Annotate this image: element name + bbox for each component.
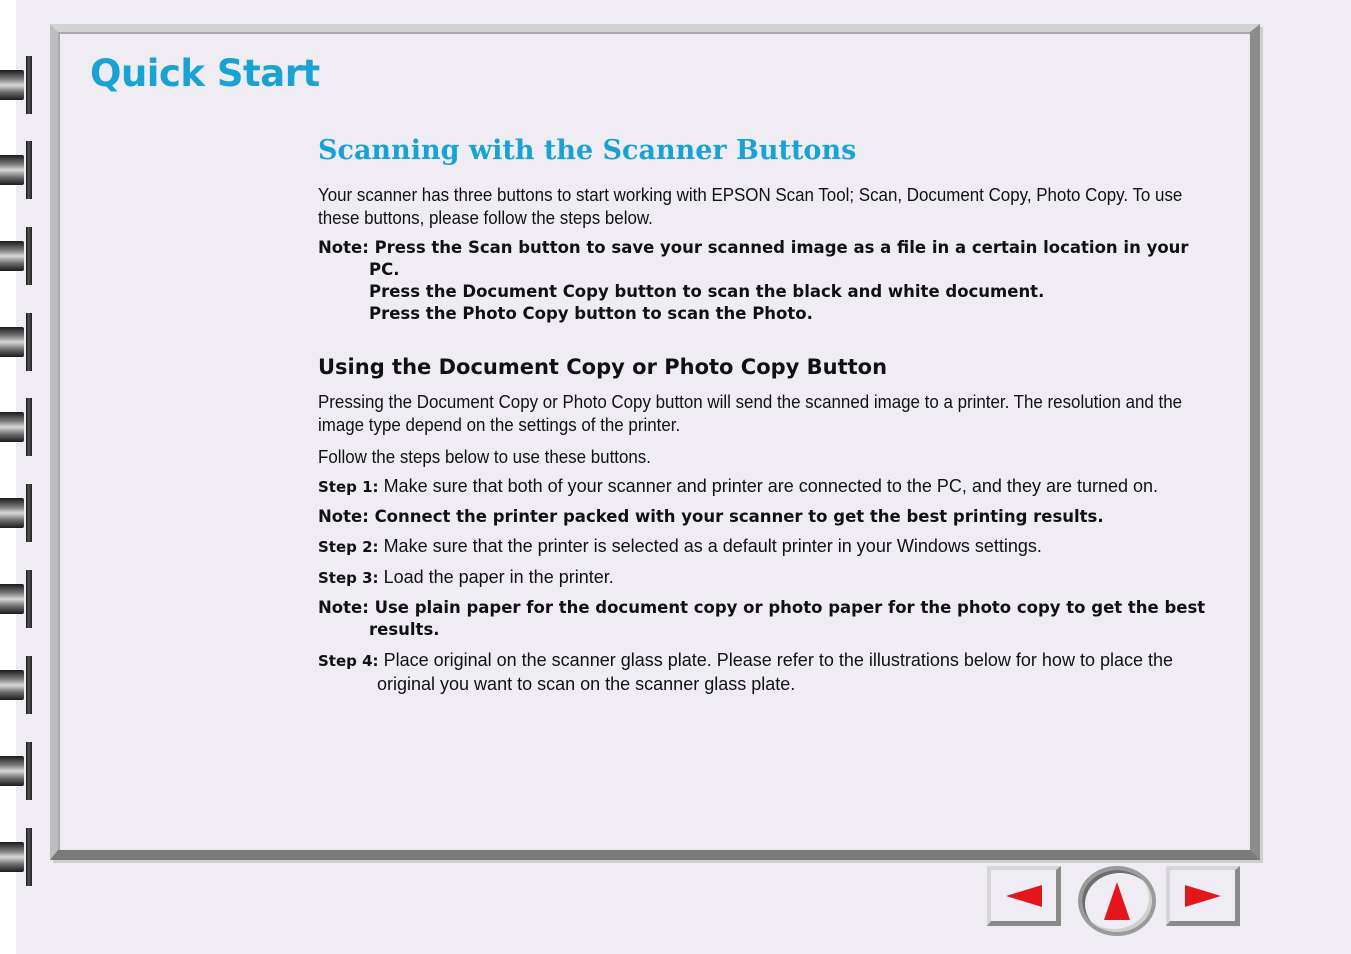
binder-ring (0, 742, 34, 800)
step-label: Step 2: (318, 538, 379, 556)
step-2 (318, 535, 1223, 559)
subsection-title: Using the Document Copy or Photo Copy Button (318, 355, 888, 379)
step-3 (318, 566, 1223, 590)
section-title: Scanning with the Scanner Buttons (318, 135, 857, 166)
binder-ring (0, 56, 34, 114)
step-1 (318, 475, 1223, 499)
note-text: Use plain paper for the document copy or photo paper for the photo copy to get the best results. (369, 598, 1206, 639)
note-text-1: Press the Scan button to save your scanned image as a file in a certain location in your PC. (369, 238, 1189, 279)
binder-ring (0, 570, 34, 628)
copy-button-paragraph: Pressing the Document Copy or Photo Copy button will send the scanned image to a printer. The resolution and the image type depend on the settings of the printer. (318, 392, 1183, 435)
step-label: Step 4: (318, 652, 379, 670)
step-label: Step 3: (318, 569, 379, 587)
note-text-3: Press the Photo Copy button to scan the Photo. (369, 304, 813, 323)
note-text: Connect the printer packed with your scanner to get the best printing results. (374, 507, 1104, 526)
binder-ring (0, 227, 34, 285)
note-printer (318, 506, 1223, 528)
note-line-1 (318, 237, 1223, 281)
binder-ring (0, 141, 34, 199)
note-label: Note: (318, 238, 369, 257)
binder-ring (0, 398, 34, 456)
step-label: Step 1: (318, 478, 379, 496)
step-text: Place original on the scanner glass plate. Please refer to the illustrations below for how to place the original you want to scan on the scanner glass plate. (377, 650, 1174, 694)
left-arrow-icon (1006, 885, 1042, 907)
step-4 (318, 649, 1223, 696)
note-paper (318, 597, 1223, 641)
next-page-button[interactable] (1166, 866, 1240, 926)
step-text: Make sure that the printer is selected as a default printer in your Windows settings. (383, 536, 1042, 556)
intro-paragraph: Your scanner has three buttons to start working with EPSON Scan Tool; Scan, Document Copy, Photo Copy. To use these buttons, please follow the steps below. (318, 185, 1183, 228)
previous-page-button[interactable] (987, 866, 1061, 926)
follow-steps-paragraph: Follow the steps below to use these buttons. (318, 447, 651, 467)
step-text: Make sure that both of your scanner and printer are connected to the PC, and they are turned on. (383, 476, 1159, 496)
binder-ring (0, 828, 34, 886)
step-text: Load the paper in the printer. (383, 567, 614, 587)
binder-ring (0, 656, 34, 714)
note-scan-buttons (318, 237, 1223, 325)
note-text-2: Press the Document Copy button to scan the black and white document. (369, 282, 1045, 301)
note-label: Note: (318, 507, 369, 526)
right-arrow-icon (1185, 885, 1221, 907)
content-area (318, 130, 1223, 696)
up-arrow-icon (1104, 882, 1130, 920)
binder-ring (0, 484, 34, 542)
note-label: Note: (318, 598, 369, 617)
binder-rings (0, 0, 36, 954)
binder-ring (0, 313, 34, 371)
up-page-button[interactable] (1078, 866, 1156, 936)
note-paper-line (318, 597, 1223, 641)
page-title: Quick Start (90, 52, 320, 95)
